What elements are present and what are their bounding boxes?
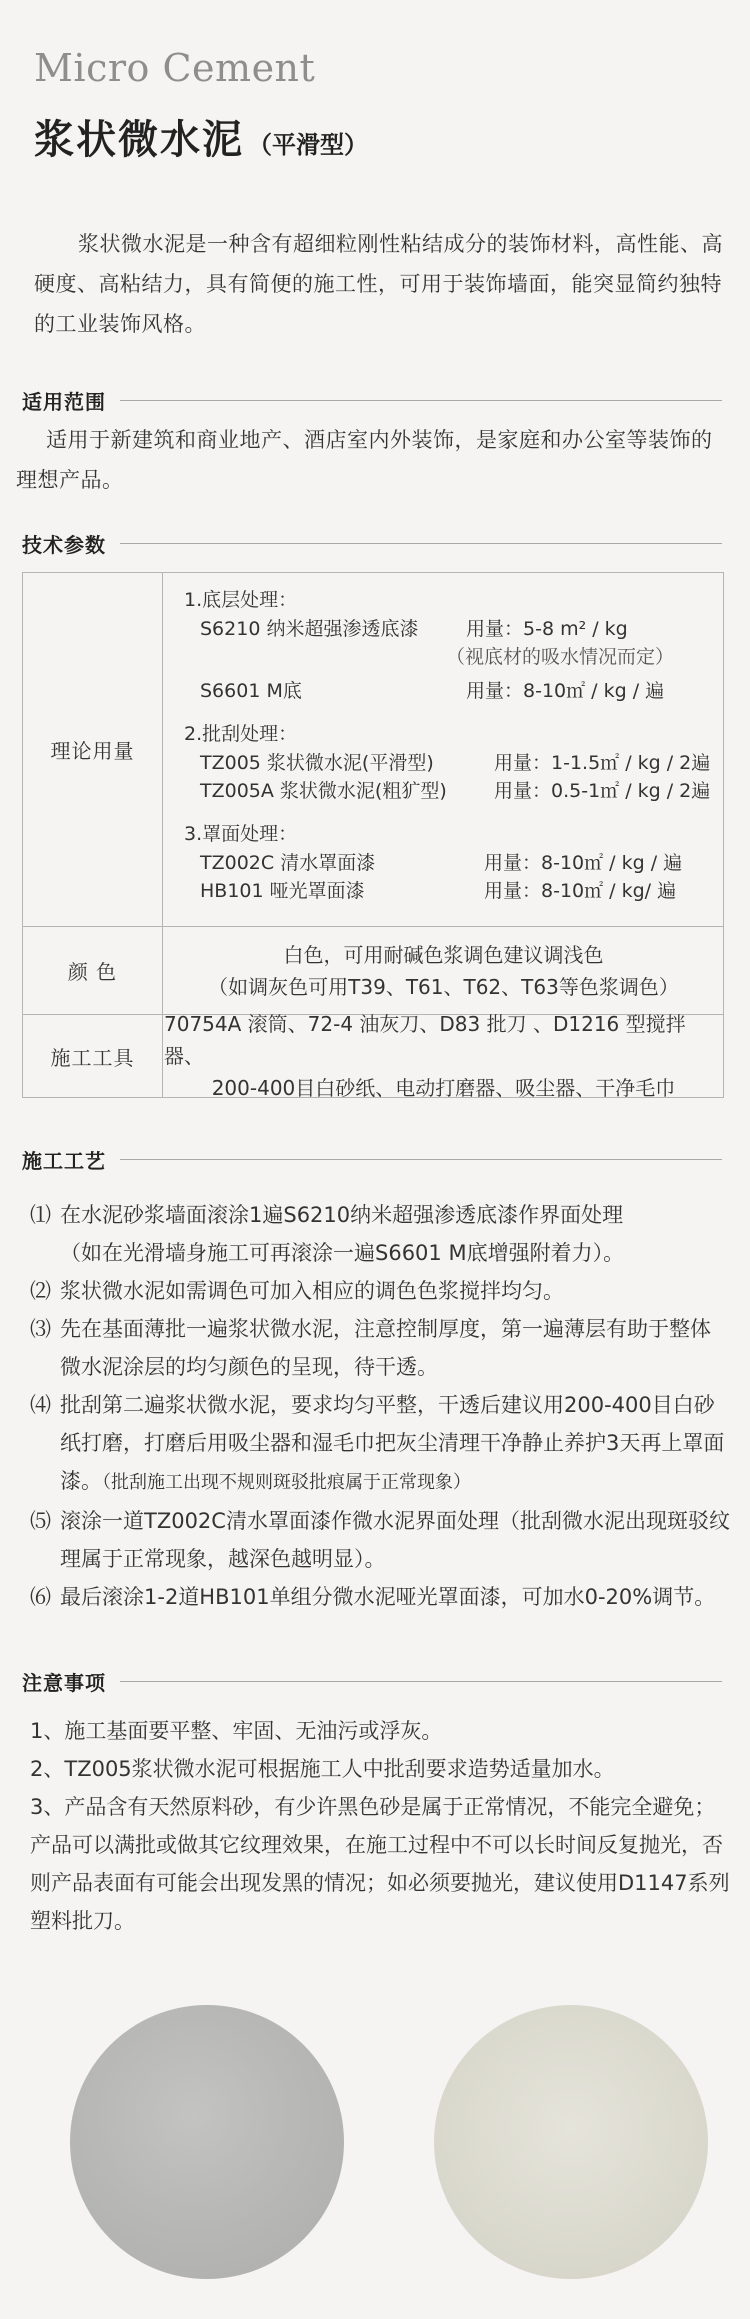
tools-row [23, 1012, 723, 1100]
process-step [30, 1502, 730, 1578]
divider [120, 400, 722, 401]
page-title [34, 108, 368, 165]
usage-line [184, 749, 723, 777]
group-title: 3.罩面处理： [184, 823, 298, 845]
note-item [30, 1788, 730, 1940]
product-amount: 用量：5-8 m² / kg [466, 618, 628, 640]
usage-cell [164, 573, 723, 926]
product-amount: 用量：8-10㎡ / kg/ 遍 [484, 880, 677, 902]
step-text [60, 1386, 730, 1502]
process-step [30, 1196, 730, 1272]
notes-list [30, 1712, 730, 1940]
usage-line [184, 677, 723, 705]
divider [120, 543, 722, 544]
step-main-text: 先在基面薄批一遍浆状微水泥，注意控制厚度，第一遍薄层有助于整体微水泥涂层的均匀颜色的呈现，待干透。 [60, 1317, 711, 1379]
spec-table [22, 572, 724, 1098]
note-number: 1、 [30, 1719, 65, 1743]
step-number: ⑴ [30, 1203, 51, 1227]
product-name: TZ005 浆状微水泥(平滑型) [200, 752, 434, 774]
notes-heading-text: 注意事项 [22, 1670, 106, 1695]
note-number: 3、 [30, 1795, 65, 1819]
tools-cell [164, 1012, 723, 1100]
step-main-text: 滚涂一道TZ002C清水罩面漆作微水泥界面处理（批刮微水泥出现斑驳纹理属于正常现象，越深色越明显）。 [60, 1509, 730, 1571]
step-number: ⑹ [30, 1585, 51, 1609]
product-name: HB101 哑光罩面漆 [200, 880, 365, 902]
usage-group-base [184, 585, 723, 705]
note-text: TZ005浆状微水泥可根据施工人中批刮要求造势适量加水。 [64, 1757, 615, 1781]
notes-heading [22, 1666, 722, 1696]
note-text: 施工基面要平整、牢固、无油污或浮灰。 [64, 1719, 443, 1743]
step-number: ⑶ [30, 1317, 51, 1341]
color-line: （如调灰色可用T39、T61、T62、T63等色浆调色） [208, 974, 679, 999]
product-name: TZ005A 浆状微水泥(粗犷型) [200, 780, 447, 802]
color-label: 颜 色 [23, 927, 163, 1014]
step-main-text: 浆状微水泥如需调色可加入相应的调色色浆搅拌均匀。 [60, 1279, 564, 1303]
process-list [30, 1196, 730, 1616]
product-name: S6601 M底 [200, 680, 302, 702]
usage-row [23, 573, 723, 927]
process-step [30, 1578, 730, 1616]
process-step [30, 1272, 730, 1310]
step-main-text: 最后滚涂1-2道HB101单组分微水泥哑光罩面漆，可加水0-20%调节。 [60, 1585, 716, 1609]
usage-line [184, 877, 723, 905]
product-amount-note: （视底材的吸水情况而定） [446, 646, 675, 668]
step-sub-text: （如在光滑墙身施工可再滚涂一遍S6601 M底增强附着力）。 [60, 1241, 625, 1265]
gray-color-swatch [70, 2005, 344, 2279]
product-name: S6210 纳米超强渗透底漆 [200, 618, 419, 640]
process-heading [22, 1144, 722, 1174]
step-text [60, 1502, 730, 1578]
cream-color-swatch [434, 2005, 708, 2279]
specs-heading [22, 528, 722, 558]
process-step [30, 1386, 730, 1502]
process-step [30, 1310, 730, 1386]
note-number: 2、 [30, 1757, 65, 1781]
product-subtitle: （平滑型） [248, 131, 368, 159]
product-title: 浆状微水泥 [34, 117, 244, 163]
step-main-text: 在水泥砂浆墙面滚涂1遍S6210纳米超强渗透底漆作界面处理 [60, 1203, 624, 1227]
color-cell [164, 927, 723, 1014]
process-heading-text: 施工工艺 [22, 1148, 106, 1173]
step-number: ⑸ [30, 1509, 51, 1533]
usage-group-scrape [184, 719, 723, 805]
step-number: ⑵ [30, 1279, 51, 1303]
color-line: 白色，可用耐碱色浆调色建议调浅色 [283, 942, 604, 967]
product-amount: 用量：0.5-1㎡ / kg / 2遍 [494, 780, 711, 802]
usage-line [184, 849, 723, 877]
product-name: TZ002C 清水罩面漆 [200, 852, 376, 874]
note-text: 产品含有天然原料砂，有少许黑色砂是属于正常情况，不能完全避免；产品可以满批或做其它纹理效果，在施工过程中不可以长时间反复抛光，否则产品表面有可能会出现发黑的情况；如必须要抛光，建议使用D1147系列塑料批刀。 [30, 1795, 730, 1933]
step-text [60, 1196, 730, 1272]
step-text [60, 1310, 730, 1386]
specs-heading-text: 技术参数 [22, 532, 106, 557]
usage-line [184, 777, 723, 805]
product-amount: 用量：8-10㎡ / kg / 遍 [484, 852, 683, 874]
divider [120, 1681, 722, 1682]
scope-paragraph: 适用于新建筑和商业地产、酒店室内外装饰，是家庭和办公室等装饰的理想产品。 [16, 428, 713, 492]
product-amount: 用量：8-10㎡ / kg / 遍 [466, 680, 665, 702]
scope-heading [22, 385, 722, 415]
tools-line: 200-400目白砂纸、电动打磨器、吸尘器、干净毛巾 [211, 1076, 676, 1100]
note-item [30, 1750, 730, 1788]
usage-group-topcoat [184, 819, 723, 905]
group-title: 1.底层处理： [184, 589, 298, 611]
step-main-text: 批刮第二遍浆状微水泥，要求均匀平整，干透后建议用200-400目白砂纸打磨，打磨后用吸尘器和湿毛巾把灰尘清理干净静止养护3天再上罩面漆。 [60, 1393, 725, 1493]
note-item [30, 1712, 730, 1750]
usage-line [184, 643, 723, 671]
usage-line [184, 615, 723, 643]
step-text [60, 1578, 730, 1616]
group-title: 2.批刮处理： [184, 723, 298, 745]
divider [120, 1159, 722, 1160]
usage-label: 理论用量 [23, 573, 163, 926]
brand-english-name: Micro Cement [34, 46, 316, 90]
tools-label: 施工工具 [23, 1015, 163, 1097]
tools-line: 70754A 滚筒、72-4 油灰刀、D83 批刀 、D1216 型搅拌器、 [164, 1012, 686, 1068]
product-amount: 用量：1-1.5㎡ / kg / 2遍 [494, 752, 711, 774]
step-number: ⑷ [30, 1393, 51, 1417]
intro-paragraph: 浆状微水泥是一种含有超细粒刚性粘结成分的装饰材料，高性能、高硬度、高粘结力，具有简便的施工性，可用于装饰墙面，能突显简约独特的工业装饰风格。 [34, 232, 723, 336]
step-text [60, 1272, 730, 1310]
scope-heading-text: 适用范围 [22, 389, 106, 414]
color-row [23, 927, 723, 1015]
step-sub-text: （批刮施工出现不规则斑驳批痕属于正常现象） [102, 1472, 471, 1493]
